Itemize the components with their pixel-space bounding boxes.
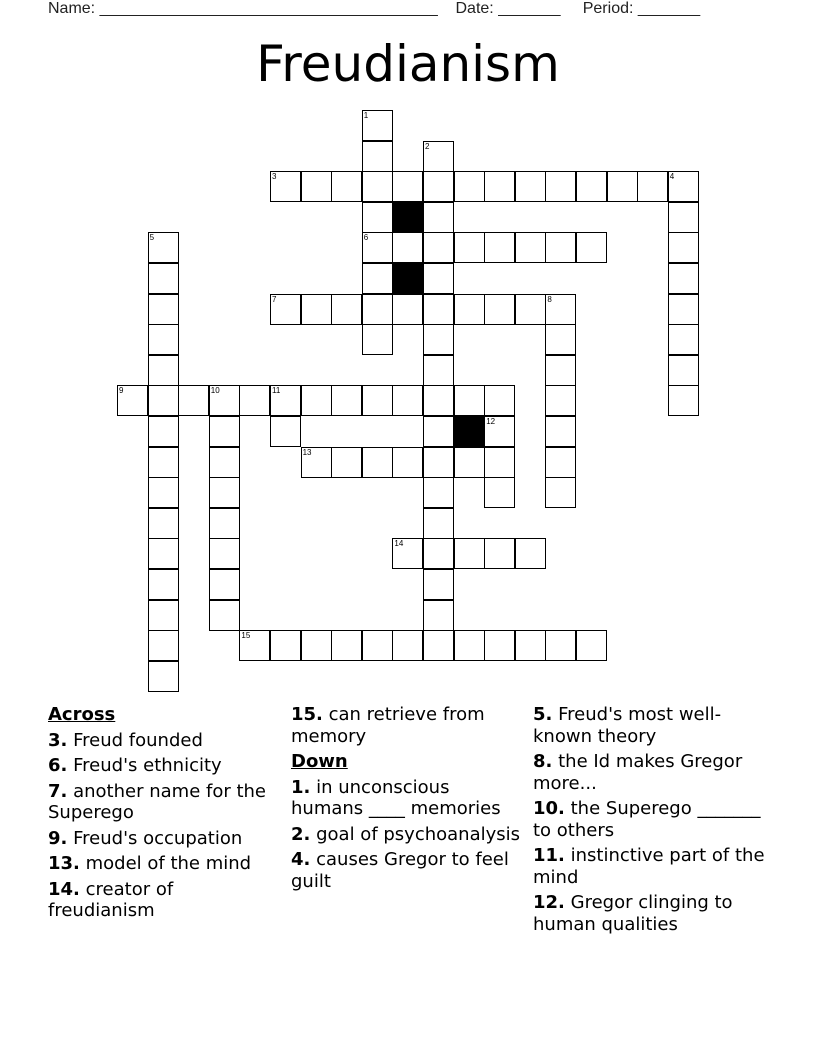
grid-cell[interactable]	[148, 385, 179, 416]
grid-cell[interactable]	[576, 171, 607, 202]
clue-number-14: 14	[394, 539, 404, 549]
clue-down-1: 1. in unconscious humans ____ memories	[291, 776, 501, 819]
grid-cell[interactable]	[117, 385, 148, 416]
grid-cell[interactable]	[545, 232, 576, 263]
grid-cell[interactable]	[239, 630, 270, 661]
grid-cell[interactable]	[545, 324, 576, 355]
grid-cell[interactable]	[362, 294, 393, 325]
grid-cell[interactable]	[209, 569, 240, 600]
grid-cell[interactable]	[148, 416, 179, 447]
grid-cell[interactable]	[668, 232, 699, 263]
clue-across-14: 14. creator of freudianism	[48, 878, 174, 921]
clues-column-1	[48, 704, 278, 926]
grid-cell[interactable]	[209, 508, 240, 539]
page-title: Freudianism	[256, 35, 560, 93]
clue-number-1: 1	[363, 111, 369, 120]
grid-cell[interactable]	[423, 202, 454, 233]
clue-number-8: 8	[547, 294, 552, 304]
grid-cell[interactable]	[423, 508, 454, 539]
grid-cell[interactable]	[239, 385, 270, 416]
grid-cell[interactable]	[545, 416, 576, 447]
grid-cell[interactable]	[148, 355, 179, 386]
grid-cell[interactable]	[331, 630, 362, 661]
grid-cell[interactable]	[484, 630, 515, 661]
clue-down-8: 8. the Id makes Gregor more...	[533, 751, 743, 794]
grid-cell[interactable]	[668, 294, 699, 325]
grid-cell[interactable]	[148, 232, 179, 263]
grid-cell[interactable]	[331, 385, 362, 416]
grid-cell[interactable]	[515, 630, 546, 661]
grid-cell[interactable]	[362, 385, 393, 416]
grid-cell[interactable]	[545, 171, 576, 202]
grid-cell[interactable]	[392, 171, 423, 202]
grid-cell[interactable]	[423, 477, 454, 508]
grid-cell[interactable]	[454, 385, 485, 416]
grid-cell[interactable]	[148, 263, 179, 294]
grid-cell[interactable]	[148, 447, 179, 478]
grid-cell[interactable]	[209, 385, 240, 416]
grid-cell[interactable]	[423, 385, 454, 416]
clue-across-6: 6. Freud's ethnicity	[48, 755, 222, 776]
grid-cell[interactable]	[423, 141, 454, 172]
period-field-line[interactable]: _______	[637, 0, 701, 17]
grid-cell[interactable]	[484, 385, 515, 416]
clue-across-9: 9. Freud's occupation	[48, 827, 243, 849]
grid-cell[interactable]	[362, 447, 393, 478]
grid-cell[interactable]	[148, 508, 179, 539]
grid-cell[interactable]	[270, 385, 301, 416]
grid-cell[interactable]	[454, 447, 485, 478]
period-label: Period:	[582, 0, 634, 17]
blocked-cell	[392, 202, 423, 233]
grid-cell[interactable]	[362, 110, 393, 141]
grid-cell[interactable]	[668, 324, 699, 355]
date-field-line[interactable]: _______	[498, 0, 561, 17]
clue-down-2: 2. goal of psychoanalysis	[291, 823, 521, 845]
grid-cell[interactable]	[392, 538, 423, 569]
grid-cell[interactable]	[392, 294, 423, 325]
grid-cell[interactable]	[362, 630, 393, 661]
grid-cell[interactable]	[209, 538, 240, 569]
grid-cell[interactable]	[301, 294, 332, 325]
grid-cell[interactable]	[362, 141, 393, 172]
clue-down-5: 5. Freud's most well-known theory	[533, 704, 722, 747]
date-label: Date:	[455, 0, 494, 17]
grid-cell[interactable]	[392, 447, 423, 478]
clue-number-6: 6	[363, 233, 369, 243]
grid-cell[interactable]	[331, 447, 362, 478]
grid-cell[interactable]	[301, 447, 332, 478]
grid-cell[interactable]	[362, 232, 393, 263]
clue-number-13: 13	[302, 447, 312, 457]
grid-cell[interactable]	[148, 600, 179, 631]
clue-down-11: 11. instinctive part of the mind	[533, 845, 765, 888]
grid-cell[interactable]	[362, 171, 393, 202]
grid-cell[interactable]	[148, 569, 179, 600]
grid-cell[interactable]	[209, 477, 240, 508]
grid-cell[interactable]	[392, 232, 423, 263]
grid-cell[interactable]	[209, 416, 240, 447]
clue-across-15: 15. can retrieve from memory	[291, 704, 485, 747]
grid-cell[interactable]	[423, 600, 454, 631]
grid-cell[interactable]	[148, 630, 179, 661]
grid-cell[interactable]	[484, 171, 515, 202]
clue-number-4: 4	[669, 172, 675, 182]
clue-number-15: 15	[241, 631, 251, 641]
grid-cell[interactable]	[423, 232, 454, 263]
grid-cell[interactable]	[362, 324, 393, 355]
grid-cell[interactable]	[454, 630, 485, 661]
grid-cell[interactable]	[148, 661, 179, 692]
grid-cell[interactable]	[545, 385, 576, 416]
grid-cell[interactable]	[668, 355, 699, 386]
grid-cell[interactable]	[484, 538, 515, 569]
grid-cell[interactable]	[270, 416, 301, 447]
grid-cell[interactable]	[423, 355, 454, 386]
clue-number-9: 9	[119, 386, 124, 396]
grid-cell[interactable]	[148, 324, 179, 355]
grid-cell[interactable]	[392, 385, 423, 416]
grid-cell[interactable]	[148, 294, 179, 325]
grid-cell[interactable]	[423, 416, 454, 447]
grid-cell[interactable]	[301, 630, 332, 661]
grid-cell[interactable]	[178, 385, 209, 416]
grid-cell[interactable]	[454, 538, 485, 569]
clue-number-12: 12	[486, 417, 496, 426]
clue-across-3: 3. Freud founded	[48, 729, 203, 751]
grid-cell[interactable]	[423, 447, 454, 478]
grid-cell[interactable]	[331, 171, 362, 202]
grid-cell[interactable]	[362, 202, 393, 233]
grid-cell[interactable]	[545, 447, 576, 478]
grid-cell[interactable]	[423, 171, 454, 202]
clue-number-2: 2	[425, 141, 430, 151]
grid-cell[interactable]	[515, 171, 546, 202]
grid-cell[interactable]	[576, 630, 607, 661]
clues-column-2	[291, 704, 526, 896]
grid-cell[interactable]	[668, 171, 699, 202]
clue-number-3: 3	[272, 172, 277, 182]
grid-cell[interactable]	[301, 171, 332, 202]
clues-column-3	[533, 704, 773, 939]
grid-cell[interactable]	[607, 171, 638, 202]
clue-down-10: 10. the Superego _______ to others	[533, 798, 761, 841]
grid-cell[interactable]	[148, 477, 179, 508]
grid-cell[interactable]	[484, 447, 515, 478]
clue-down-4: 4. causes Gregor to feel guilt	[291, 849, 509, 892]
clue-across-7: 7. another name for the Superego	[48, 780, 267, 823]
clue-number-7: 7	[272, 294, 277, 304]
grid-cell[interactable]	[515, 294, 546, 325]
grid-cell[interactable]	[545, 355, 576, 386]
grid-cell[interactable]	[423, 324, 454, 355]
grid-cell[interactable]	[637, 171, 668, 202]
grid-cell[interactable]	[423, 569, 454, 600]
grid-cell[interactable]	[515, 232, 546, 263]
grid-cell[interactable]	[270, 171, 301, 202]
grid-cell[interactable]	[484, 232, 515, 263]
grid-cell[interactable]	[423, 294, 454, 325]
grid-cell[interactable]	[484, 416, 515, 447]
grid-cell[interactable]	[331, 294, 362, 325]
grid-cell[interactable]	[545, 477, 576, 508]
grid-cell[interactable]	[484, 294, 515, 325]
clue-number-11: 11	[272, 386, 281, 396]
grid-cell[interactable]	[515, 538, 546, 569]
grid-cell[interactable]	[423, 263, 454, 294]
grid-cell[interactable]	[423, 630, 454, 661]
grid-cell[interactable]	[454, 171, 485, 202]
name-label: Name:	[48, 0, 96, 17]
grid-cell[interactable]	[362, 263, 393, 294]
grid-cell[interactable]	[270, 294, 301, 325]
grid-cell[interactable]	[454, 294, 485, 325]
grid-cell[interactable]	[270, 630, 301, 661]
clue-down-12: 12. Gregor clinging to human qualities	[533, 892, 733, 935]
grid-cell[interactable]	[209, 600, 240, 631]
grid-cell[interactable]	[301, 385, 332, 416]
clue-number-5: 5	[149, 233, 155, 243]
grid-cell[interactable]	[545, 294, 576, 325]
grid-cell[interactable]	[392, 630, 423, 661]
grid-cell[interactable]	[668, 385, 699, 416]
name-field-line[interactable]: ______________________________________	[99, 0, 438, 17]
grid-cell[interactable]	[454, 232, 485, 263]
blocked-cell	[392, 263, 423, 294]
clue-across-13: 13. model of the mind	[48, 853, 252, 874]
grid-cell[interactable]	[209, 447, 240, 478]
grid-cell[interactable]	[545, 630, 576, 661]
grid-cell[interactable]	[148, 538, 179, 569]
grid-cell[interactable]	[576, 232, 607, 263]
clue-number-10: 10	[210, 386, 220, 396]
grid-cell[interactable]	[423, 538, 454, 569]
grid-cell[interactable]	[484, 477, 515, 508]
grid-cell[interactable]	[668, 263, 699, 294]
blocked-cell	[454, 416, 485, 447]
grid-cell[interactable]	[668, 202, 699, 233]
across-heading: Across	[48, 704, 116, 725]
down-heading: Down	[291, 751, 348, 772]
